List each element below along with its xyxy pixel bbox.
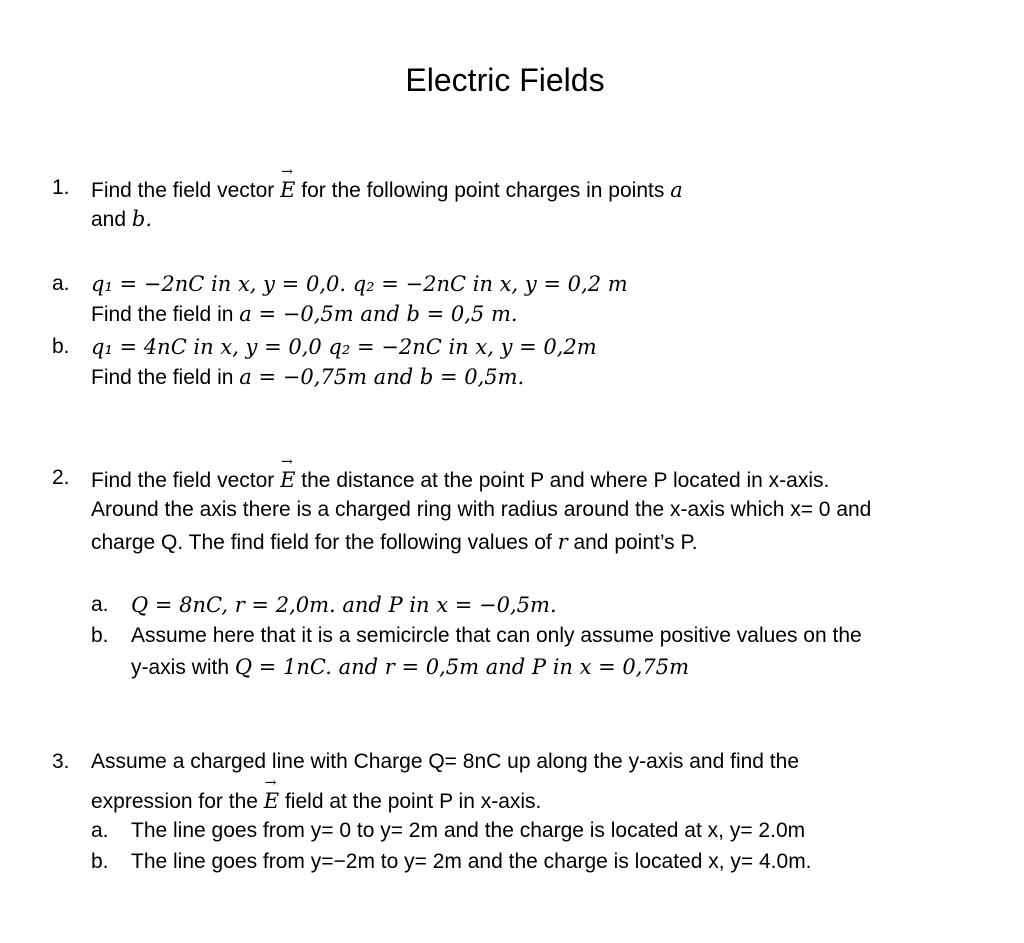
question-3b-text: The line goes from y=−2m to y= 2m and the charge is located x, y= 4.0m.: [131, 850, 812, 873]
question-1a-find-line: [91, 300, 518, 329]
question-2a-label: a.: [91, 593, 109, 616]
question-2-number: 2.: [52, 466, 70, 489]
question-2-text-d: and point’s P.: [573, 531, 698, 554]
question-2-line-3: [91, 528, 698, 557]
vector-arrow-icon: →: [281, 454, 293, 470]
question-2-line-2: Around the axis there is a charged ring with radius around the x-axis which x= 0 and: [91, 498, 872, 521]
question-1a-charges: q₁ = −2nC in x, y = 0,0. q₂ = −2nC in x, y = 0,2 m: [91, 272, 628, 296]
question-2b-label: b.: [91, 624, 109, 647]
question-1b-charges: q₁ = 4nC in x, y = 0,0 q₂ = −2nC in x, y = 0,2m: [91, 335, 597, 359]
e-vector-symbol: E →: [280, 454, 296, 492]
e-vector-symbol: E →: [263, 775, 280, 813]
question-2b-line-2: [131, 653, 689, 682]
question-1-line-1: [91, 164, 683, 205]
radius-symbol: r: [557, 530, 568, 554]
question-2-text-c: charge Q. The find field for the following values of: [91, 531, 552, 554]
question-3-line-2: [91, 775, 542, 816]
question-2-text-a: Find the field vector: [91, 469, 275, 492]
question-3-line-1: Assume a charged line with Charge Q= 8nC up along the y-axis and find the: [91, 750, 800, 773]
point-a-symbol: a: [670, 178, 683, 202]
question-2a-values: Q = 8nC, r = 2,0m. and P in x = −0,5m.: [131, 593, 557, 617]
question-2b-math: Q = 1nC. and r = 0,5m and P in x = 0,75m: [234, 655, 690, 679]
vector-arrow-icon: →: [281, 164, 293, 180]
question-1-and-text: and: [91, 208, 127, 231]
point-b-symbol: b.: [131, 207, 153, 231]
question-2b-line-1: Assume here that it is a semicircle that can only assume positive values on the: [131, 624, 862, 647]
question-1b-find-line: [91, 363, 524, 392]
question-1a-label: a.: [52, 272, 70, 295]
e-vector-symbol: E →: [280, 164, 296, 202]
question-3-text-a: expression for the: [91, 790, 258, 813]
question-3-number: 3.: [52, 750, 70, 773]
vector-arrow-icon: →: [264, 775, 277, 791]
question-1a-find-text: Find the field in: [91, 303, 234, 326]
question-1b-find-math: a = −0,75m and b = 0,5m.: [239, 365, 525, 389]
question-3b-label: b.: [91, 850, 109, 873]
question-1-line-2: [91, 205, 152, 234]
question-1b-find-text: Find the field in: [91, 366, 234, 389]
page-title: Electric Fields: [405, 62, 605, 98]
question-2b-text: y-axis with: [131, 656, 230, 679]
question-1-text-a: Find the field vector: [91, 179, 275, 202]
question-1a-find-math: a = −0,5m and b = 0,5 m.: [239, 302, 518, 326]
question-3-text-b: field at the point P in x-axis.: [284, 790, 542, 813]
question-2-line-1: [91, 454, 830, 495]
question-1-number: 1.: [52, 176, 70, 199]
question-2-text-b: the distance at the point P and where P located in x-axis.: [301, 469, 830, 492]
question-3a-text: The line goes from y= 0 to y= 2m and the charge is located at x, y= 2.0m: [131, 819, 806, 842]
question-1b-label: b.: [52, 335, 70, 358]
question-3a-label: a.: [91, 819, 109, 842]
question-1-text-b: for the following point charges in points: [301, 179, 665, 202]
